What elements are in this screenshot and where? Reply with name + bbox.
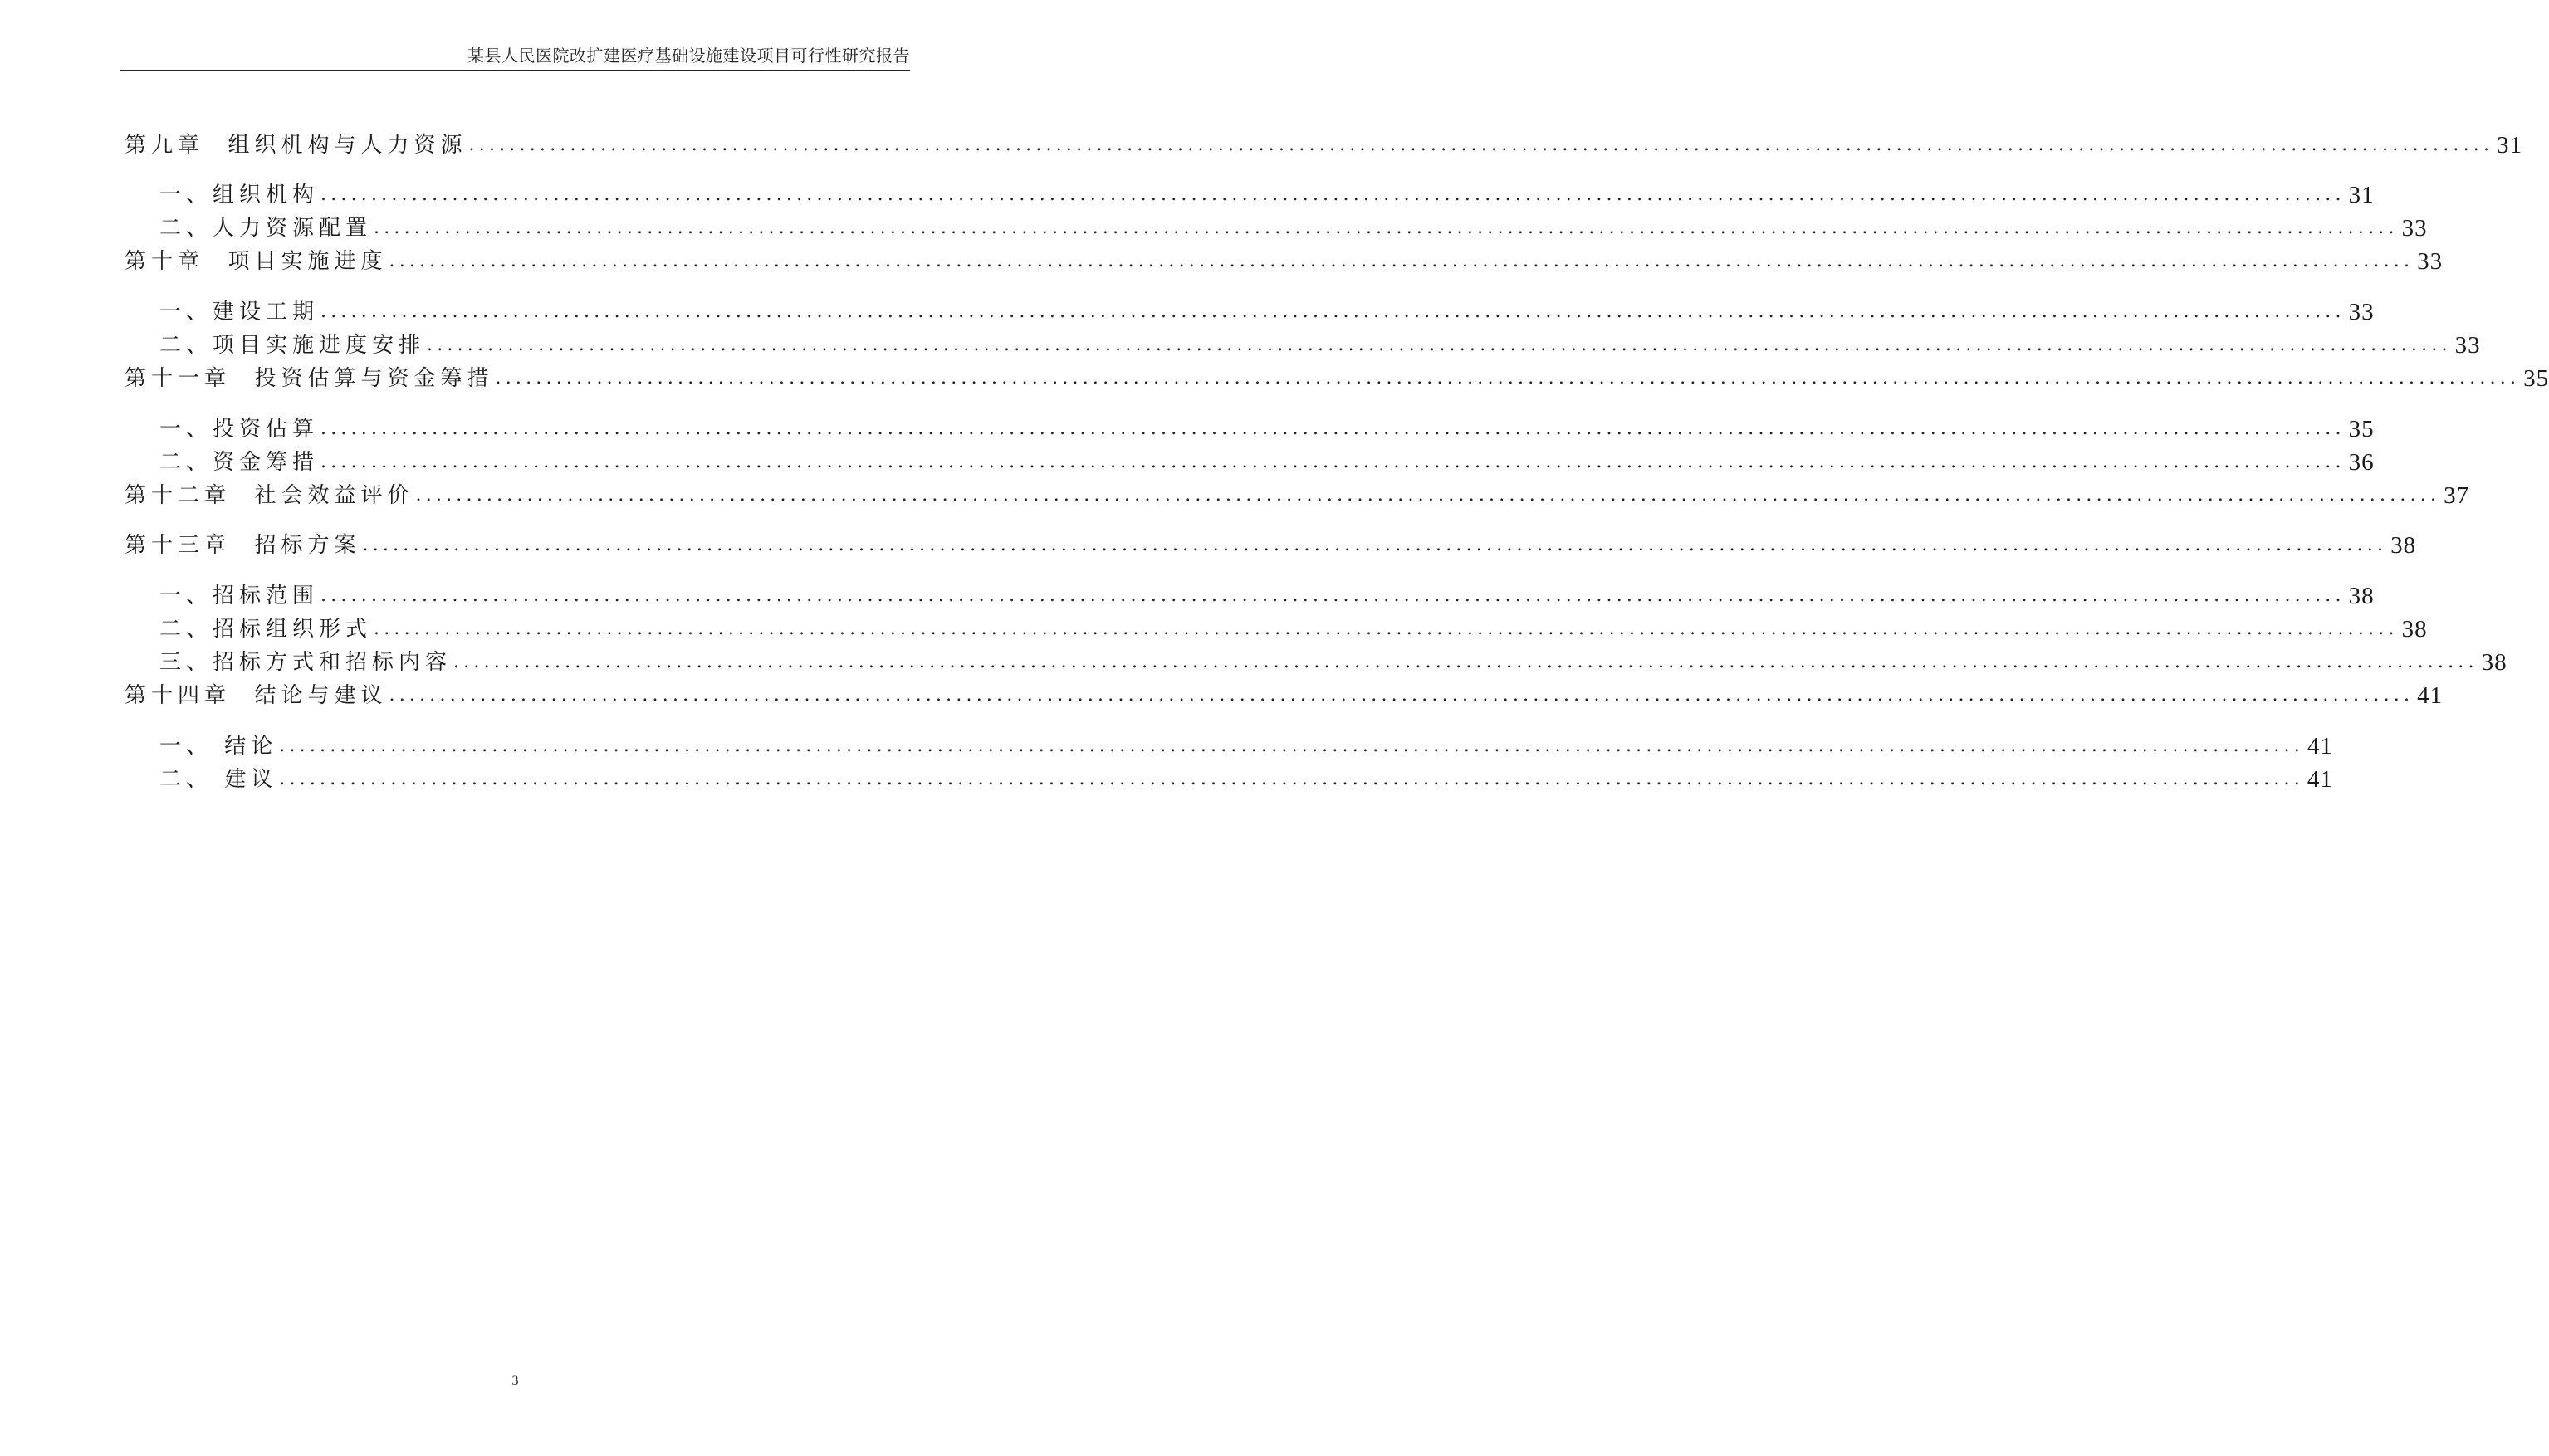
toc-entry-10-1[interactable]: [0, 291, 2375, 325]
toc-entry-page: 37: [2444, 482, 2470, 509]
toc-entry-label: 二、 建议: [159, 767, 278, 792]
dot-leader: ........................................................................................................................................................................................................: [389, 685, 2414, 706]
dot-leader: ........................................................................................................................................................................................................: [279, 735, 2304, 756]
dot-leader: ........................................................................................................................................................................................................: [320, 184, 2346, 205]
toc-entry-page: 35: [2348, 416, 2375, 442]
toc-entry-label: 一、投资估算: [159, 417, 320, 442]
toc-entry-page: 38: [2348, 583, 2375, 609]
toc-entry-label: 二、招标组织形式: [159, 617, 373, 642]
toc-entry-13-3[interactable]: [0, 642, 2507, 676]
toc-entry-label: 第九章 组织机构与人力资源: [125, 133, 467, 158]
toc-entry-label: 第十一章 投资估算与资金筹措: [125, 366, 494, 391]
toc-entry-label: 一、招标范围: [159, 584, 320, 608]
dot-leader: ........................................................................................................................................................................................................: [468, 134, 2494, 155]
toc-entry-page: 38: [2481, 649, 2507, 676]
toc-entry-11-1[interactable]: [0, 408, 2375, 442]
toc-entry-chapter-12[interactable]: [0, 475, 2470, 509]
toc-entry-14-1[interactable]: [0, 726, 2333, 760]
toc-entry-chapter-9[interactable]: [0, 125, 2523, 159]
toc-entry-page: 33: [2454, 332, 2481, 359]
toc-entry-page: 33: [2348, 299, 2375, 325]
toc-entry-label: 第十二章 社会效益评价: [125, 483, 414, 508]
toc-entry-page: 33: [2401, 215, 2428, 242]
toc-entry-13-2[interactable]: [0, 608, 2428, 642]
toc-entry-page: 35: [2523, 365, 2549, 392]
toc-entry-label: 二、人力资源配置: [159, 216, 373, 241]
toc-entry-label: 一、组织机构: [159, 183, 320, 208]
toc-entry-13-1[interactable]: [0, 575, 2375, 609]
dot-leader: ........................................................................................................................................................................................................: [374, 217, 2399, 238]
dot-leader: ........................................................................................................................................................................................................: [320, 418, 2346, 439]
toc-entry-label: 第十四章 结论与建议: [125, 683, 388, 708]
dot-leader: ........................................................................................................................................................................................................: [362, 535, 2388, 555]
toc-entry-label: 二、资金筹措: [159, 450, 320, 475]
dot-leader: ........................................................................................................................................................................................................: [320, 452, 2346, 472]
toc-entry-14-2[interactable]: [0, 759, 2333, 793]
toc-entry-page: 38: [2390, 532, 2417, 559]
toc-entry-page: 31: [2497, 132, 2523, 159]
toc-entry-label: 三、招标方式和招标内容: [159, 650, 453, 675]
toc-entry-label: 第十章 项目实施进度: [125, 249, 388, 274]
toc-entry-9-2[interactable]: [0, 208, 2428, 242]
toc-entry-chapter-13[interactable]: [0, 525, 2417, 559]
dot-leader: ........................................................................................................................................................................................................: [320, 585, 2346, 606]
toc-entry-page: 41: [2417, 682, 2444, 709]
dot-leader: ........................................................................................................................................................................................................: [427, 335, 2452, 355]
toc-entry-page: 31: [2348, 182, 2375, 208]
dot-leader: ........................................................................................................................................................................................................: [389, 251, 2414, 271]
toc-entry-page: 41: [2307, 733, 2333, 760]
toc-entry-10-2[interactable]: [0, 325, 2481, 359]
dot-leader: ........................................................................................................................................................................................................: [495, 368, 2521, 388]
dot-leader: ........................................................................................................................................................................................................: [453, 652, 2478, 672]
toc-entry-chapter-14[interactable]: [0, 675, 2444, 709]
toc-entry-page: 38: [2401, 616, 2428, 642]
toc-entry-page: 36: [2348, 449, 2375, 476]
toc-entry-chapter-10[interactable]: [0, 241, 2444, 275]
toc-entry-label: 一、 结论: [159, 734, 278, 759]
toc-entry-chapter-11[interactable]: [0, 358, 2549, 392]
page-number: 3: [511, 1374, 519, 1388]
toc-entry-label: 一、建设工期: [159, 300, 320, 325]
toc-entry-label: 第十三章 招标方案: [125, 533, 361, 558]
header-title: 某县人民医院改扩建医疗基础设施建设项目可行性研究报告: [467, 46, 910, 66]
dot-leader: ........................................................................................................................................................................................................: [415, 485, 2441, 506]
dot-leader: ........................................................................................................................................................................................................: [320, 301, 2346, 322]
toc-entry-9-1[interactable]: [0, 174, 2375, 208]
running-header: [120, 42, 910, 71]
toc-entry-label: 二、项目实施进度安排: [159, 333, 426, 358]
toc-entry-page: 41: [2307, 766, 2333, 793]
toc-entry-11-2[interactable]: [0, 442, 2375, 476]
dot-leader: ........................................................................................................................................................................................................: [374, 618, 2399, 639]
dot-leader: ........................................................................................................................................................................................................: [279, 769, 2304, 789]
toc-entry-page: 33: [2417, 248, 2444, 275]
